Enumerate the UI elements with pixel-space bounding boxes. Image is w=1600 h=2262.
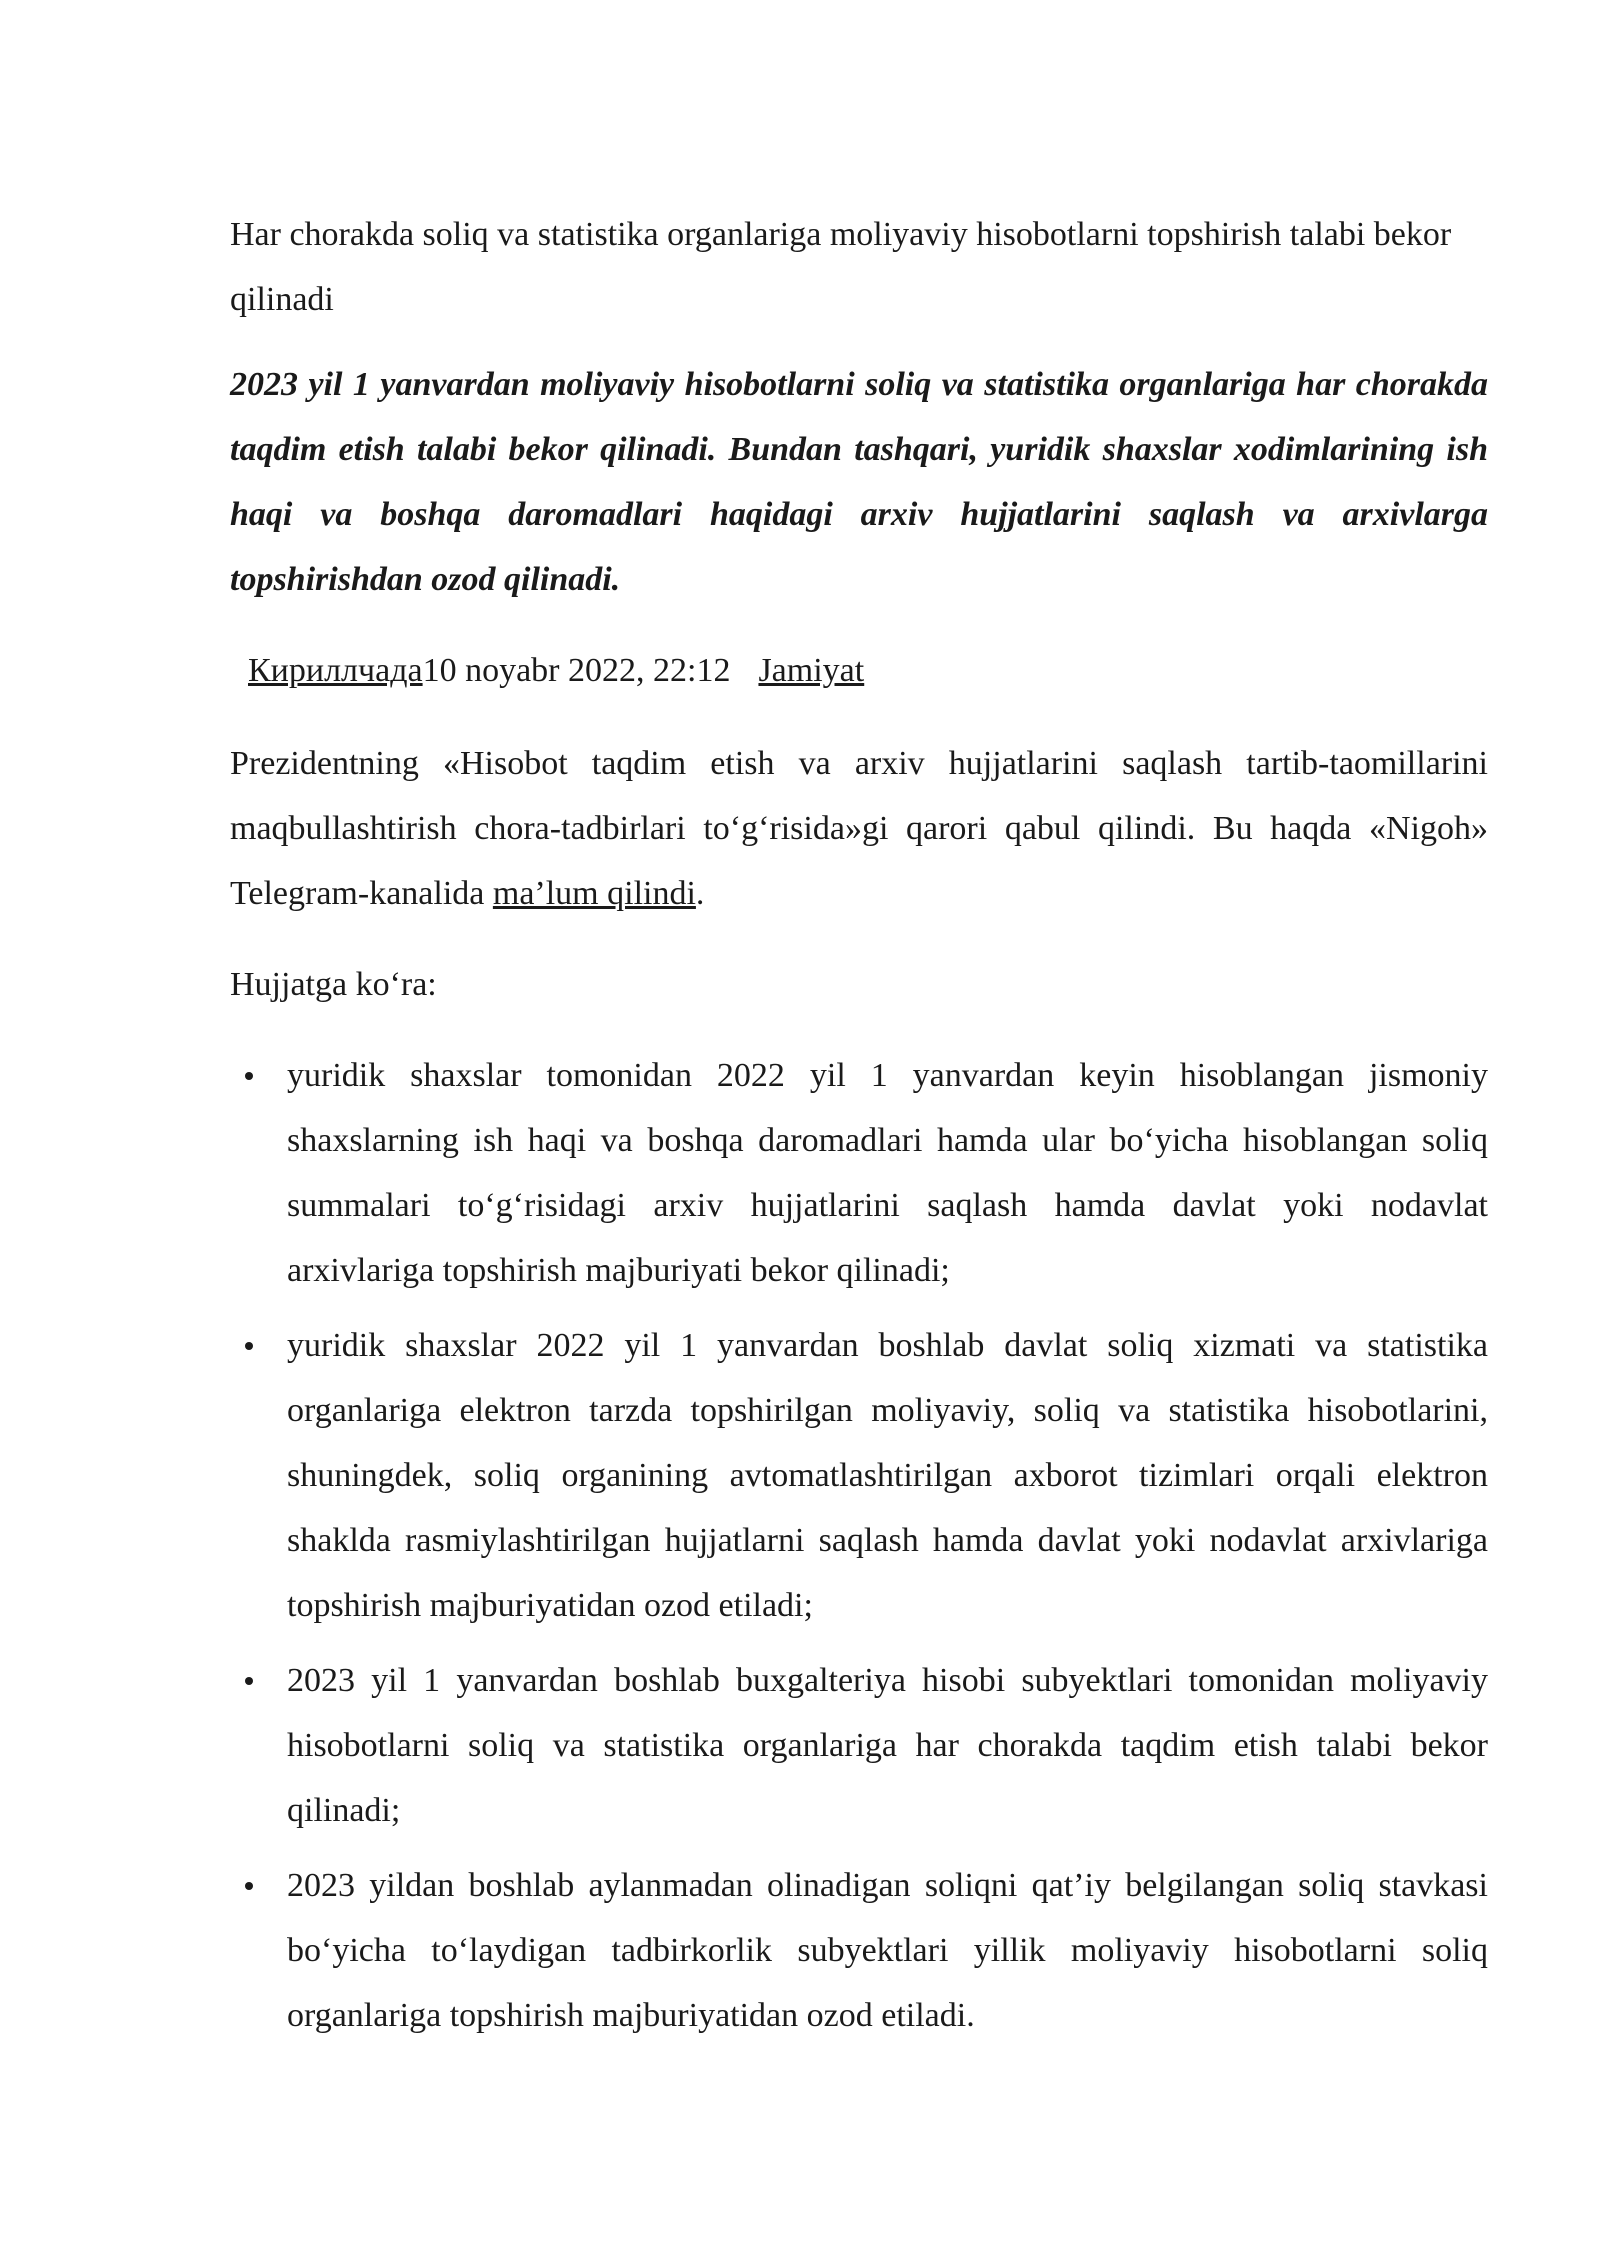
intro-text-end: . (695, 875, 705, 912)
list-item: 2023 yil 1 yanvardan boshlab buxgalteriya hisobi subyektlari tomonidan moliyaviy hisobotlarni soliq va statistika organlariga har chorakda taqdim etish talabi bekor qilinadi; (287, 1648, 1488, 1843)
list-heading: Hujjatga ko‘ra: (230, 966, 437, 1003)
article (230, 202, 1488, 2058)
article-title: Har chorakda soliq va statistika organlariga moliyaviy hisobotlarni topshirish talabi bekor qilinadi (230, 216, 1452, 318)
article-lead: 2023 yil 1 yanvardan moliyaviy hisobotlarni soliq va statistika organlariga har chorakda taqdim etish talabi bekor qilinadi. Bundan tashqari, yuridik shaxslar xodimlarining ish haqi va boshqa daromadlari haqidagi arxiv hujjatlarini saqlash va arxivlarga topshirishdan ozod qilinadi. (230, 366, 1488, 598)
list-item: 2023 yildan boshlab aylanmadan olinadigan soliqni qat’iy belgilangan soliq stavkasi bo‘yicha to‘laydigan tadbirkorlik subyektlari yillik moliyaviy hisobotlarni soliq organlariga topshirish majburiyatidan ozod etiladi. (287, 1853, 1488, 2048)
list-item: yuridik shaxslar 2022 yil 1 yanvardan boshlab davlat soliq xizmati va statistika organlariga elektron tarzda topshirilgan moliyaviy, soliq va statistika hisobotlarini, shuningdek, soliq organining avtomatlashtirilgan axborot tizimlari orqali elektron shaklda rasmiylashtirilgan hujjatlarni saqlash hamda davlat yoki nodavlat arxivlariga topshirish majburiyatidan ozod etiladi; (287, 1313, 1488, 1638)
points-list (230, 1043, 1488, 2048)
publish-date: 10 noyabr 2022, 22:12 (422, 652, 731, 689)
list-item: yuridik shaxslar tomonidan 2022 yil 1 yanvardan keyin hisoblangan jismoniy shaxslarning ish haqi va boshqa daromadlari hamda ular bo‘yicha hisoblangan soliq summalari to‘g‘risidagi arxiv hujjatlarini saqlash hamda davlat yoki nodavlat arxivlariga topshirish majburiyati bekor qilinadi; (287, 1043, 1488, 1303)
intro-paragraph (230, 731, 1488, 926)
category-link[interactable]: Jamiyat (758, 652, 865, 689)
cyrillic-version-link[interactable]: Кириллчада (248, 652, 423, 689)
source-link[interactable]: ma’lum qilindi (492, 875, 696, 912)
intro-text: Prezidentning «Hisobot taqdim etish va arxiv hujjatlarini saqlash tartib-taomillarini maqbullashtirish chora-tadbirlari to‘g‘risida»gi qarori qabul qilindi. Bu haqda «Nigoh» Telegram-kanalida (230, 745, 1488, 912)
article-meta (248, 638, 1488, 703)
